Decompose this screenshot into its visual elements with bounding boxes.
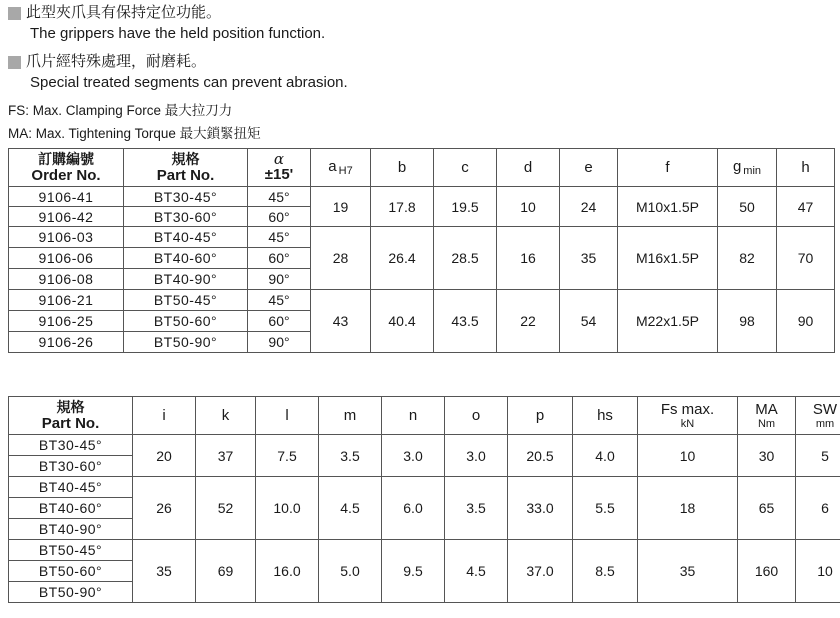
part-no-cell: BT40-45° — [9, 477, 133, 498]
f-cell: M16x1.5P — [618, 227, 718, 290]
e-cell: 54 — [560, 290, 618, 353]
i-cell: 35 — [133, 540, 196, 603]
order-no-header: 訂購編號 Order No. — [9, 149, 124, 187]
m-cell: 5.0 — [319, 540, 382, 603]
d-header: d — [497, 149, 560, 187]
f-cell: M22x1.5P — [618, 290, 718, 353]
bullet-square-icon — [8, 7, 21, 20]
order-no-cell: 9106-25 — [9, 311, 124, 332]
k-header: k — [196, 397, 256, 435]
n-cell: 6.0 — [382, 477, 445, 540]
fs-cell: 10 — [638, 435, 738, 477]
l-cell: 10.0 — [256, 477, 319, 540]
fs-header: Fs max. kN — [638, 397, 738, 435]
g-header: g $_{min}$ — [718, 149, 777, 187]
hs-cell: 5.5 — [573, 477, 638, 540]
f-cell: M10x1.5P — [618, 187, 718, 227]
k-cell: 69 — [196, 540, 256, 603]
k-cell: 37 — [196, 435, 256, 477]
alpha-cell: 90° — [248, 269, 311, 290]
part-no-cell: BT30-60° — [124, 207, 248, 227]
i-cell: 26 — [133, 477, 196, 540]
alpha-header: α ±15' — [248, 149, 311, 187]
hs-cell: 4.0 — [573, 435, 638, 477]
i-header: i — [133, 397, 196, 435]
alpha-cell: 45° — [248, 290, 311, 311]
m-cell: 3.5 — [319, 435, 382, 477]
c-cell: 43.5 — [434, 290, 497, 353]
b-cell: 17.8 — [371, 187, 434, 227]
alpha-cell: 45° — [248, 227, 311, 248]
table-header-row — [9, 397, 840, 435]
b-cell: 26.4 — [371, 227, 434, 290]
table-row — [9, 187, 835, 207]
table-header-row — [9, 149, 835, 187]
part-no-header: 規格 Part No. — [124, 149, 248, 187]
p-cell: 20.5 — [508, 435, 573, 477]
p-header: p — [508, 397, 573, 435]
o-cell: 4.5 — [445, 540, 508, 603]
order-no-cell: 9106-26 — [9, 332, 124, 353]
order-no-cell: 9106-08 — [9, 269, 124, 290]
note-1-cn — [8, 4, 221, 22]
bullet-square-icon — [8, 56, 21, 69]
p-cell: 37.0 — [508, 540, 573, 603]
ma-header: MA Nm — [738, 397, 796, 435]
sw-cell: 5 — [796, 435, 840, 477]
table-row — [9, 540, 840, 561]
part-no-cell: BT50-60° — [9, 561, 133, 582]
f-header: f — [618, 149, 718, 187]
ma-cell: 30 — [738, 435, 796, 477]
c-cell: 19.5 — [434, 187, 497, 227]
note-1-cn-text: 此型夾爪具有保持定位功能。 — [26, 4, 222, 21]
l-cell: 16.0 — [256, 540, 319, 603]
part-no-cell: BT50-60° — [124, 311, 248, 332]
note-1-en: The grippers have the held position function. — [30, 25, 326, 42]
e-header: e — [560, 149, 618, 187]
b-header: b — [371, 149, 434, 187]
d-cell: 22 — [497, 290, 560, 353]
part-no-cell: BT40-60° — [9, 498, 133, 519]
h-cell: 47 — [777, 187, 835, 227]
note-2-cn-text: 爪片經特殊處理，耐磨耗。 — [26, 53, 207, 70]
ma-cell: 160 — [738, 540, 796, 603]
part-no-cell: BT30-45° — [9, 435, 133, 456]
n-header: n — [382, 397, 445, 435]
part-no-cell: BT50-90° — [9, 582, 133, 603]
part-no-cell: BT40-90° — [9, 519, 133, 540]
alpha-cell: 60° — [248, 207, 311, 227]
fs-note: FS: Max. Clamping Force 最大拉刀力 — [8, 103, 233, 118]
a-cell: 43 — [311, 290, 371, 353]
fs-cell: 18 — [638, 477, 738, 540]
o-cell: 3.5 — [445, 477, 508, 540]
part-no-cell: BT40-45° — [124, 227, 248, 248]
h-header: h — [777, 149, 835, 187]
l-header: l — [256, 397, 319, 435]
p-cell: 33.0 — [508, 477, 573, 540]
sw-cell: 6 — [796, 477, 840, 540]
part-no-cell: BT40-60° — [124, 248, 248, 269]
alpha-cell: 60° — [248, 248, 311, 269]
part-no-cell: BT50-45° — [9, 540, 133, 561]
a-cell: 28 — [311, 227, 371, 290]
part-no-cell: BT30-45° — [124, 187, 248, 207]
table-row — [9, 290, 835, 311]
alpha-cell: 60° — [248, 311, 311, 332]
part-no-header: 規格 Part No. — [9, 397, 133, 435]
a-cell: 19 — [311, 187, 371, 227]
a-header: a $_{H7}$ — [311, 149, 371, 187]
note-2-cn — [8, 53, 206, 71]
order-no-cell: 9106-21 — [9, 290, 124, 311]
alpha-cell: 45° — [248, 187, 311, 207]
part-no-cell: BT40-90° — [124, 269, 248, 290]
g-cell: 98 — [718, 290, 777, 353]
g-cell: 82 — [718, 227, 777, 290]
l-cell: 7.5 — [256, 435, 319, 477]
table-row — [9, 435, 840, 456]
table-row — [9, 227, 835, 248]
part-no-cell: BT50-45° — [124, 290, 248, 311]
o-cell: 3.0 — [445, 435, 508, 477]
order-no-cell: 9106-03 — [9, 227, 124, 248]
h-cell: 90 — [777, 290, 835, 353]
sw-cell: 10 — [796, 540, 840, 603]
table-row — [9, 477, 840, 498]
n-cell: 3.0 — [382, 435, 445, 477]
ma-cell: 65 — [738, 477, 796, 540]
fs-cell: 35 — [638, 540, 738, 603]
order-table — [8, 148, 835, 353]
hs-cell: 8.5 — [573, 540, 638, 603]
n-cell: 9.5 — [382, 540, 445, 603]
m-header: m — [319, 397, 382, 435]
d-cell: 10 — [497, 187, 560, 227]
i-cell: 20 — [133, 435, 196, 477]
b-cell: 40.4 — [371, 290, 434, 353]
hs-header: hs — [573, 397, 638, 435]
k-cell: 52 — [196, 477, 256, 540]
note-2-en: Special treated segments can prevent abrasion. — [30, 74, 348, 91]
alpha-cell: 90° — [248, 332, 311, 353]
g-cell: 50 — [718, 187, 777, 227]
m-cell: 4.5 — [319, 477, 382, 540]
part-no-cell: BT30-60° — [9, 456, 133, 477]
e-cell: 35 — [560, 227, 618, 290]
part-no-cell: BT50-90° — [124, 332, 248, 353]
sw-header: SW mm — [796, 397, 840, 435]
order-no-cell: 9106-41 — [9, 187, 124, 207]
c-header: c — [434, 149, 497, 187]
e-cell: 24 — [560, 187, 618, 227]
order-no-cell: 9106-42 — [9, 207, 124, 227]
o-header: o — [445, 397, 508, 435]
c-cell: 28.5 — [434, 227, 497, 290]
order-no-cell: 9106-06 — [9, 248, 124, 269]
d-cell: 16 — [497, 227, 560, 290]
h-cell: 70 — [777, 227, 835, 290]
ma-note: MA: Max. Tightening Torque 最大鎖緊扭矩 — [8, 126, 261, 141]
dimension-table — [8, 396, 840, 603]
